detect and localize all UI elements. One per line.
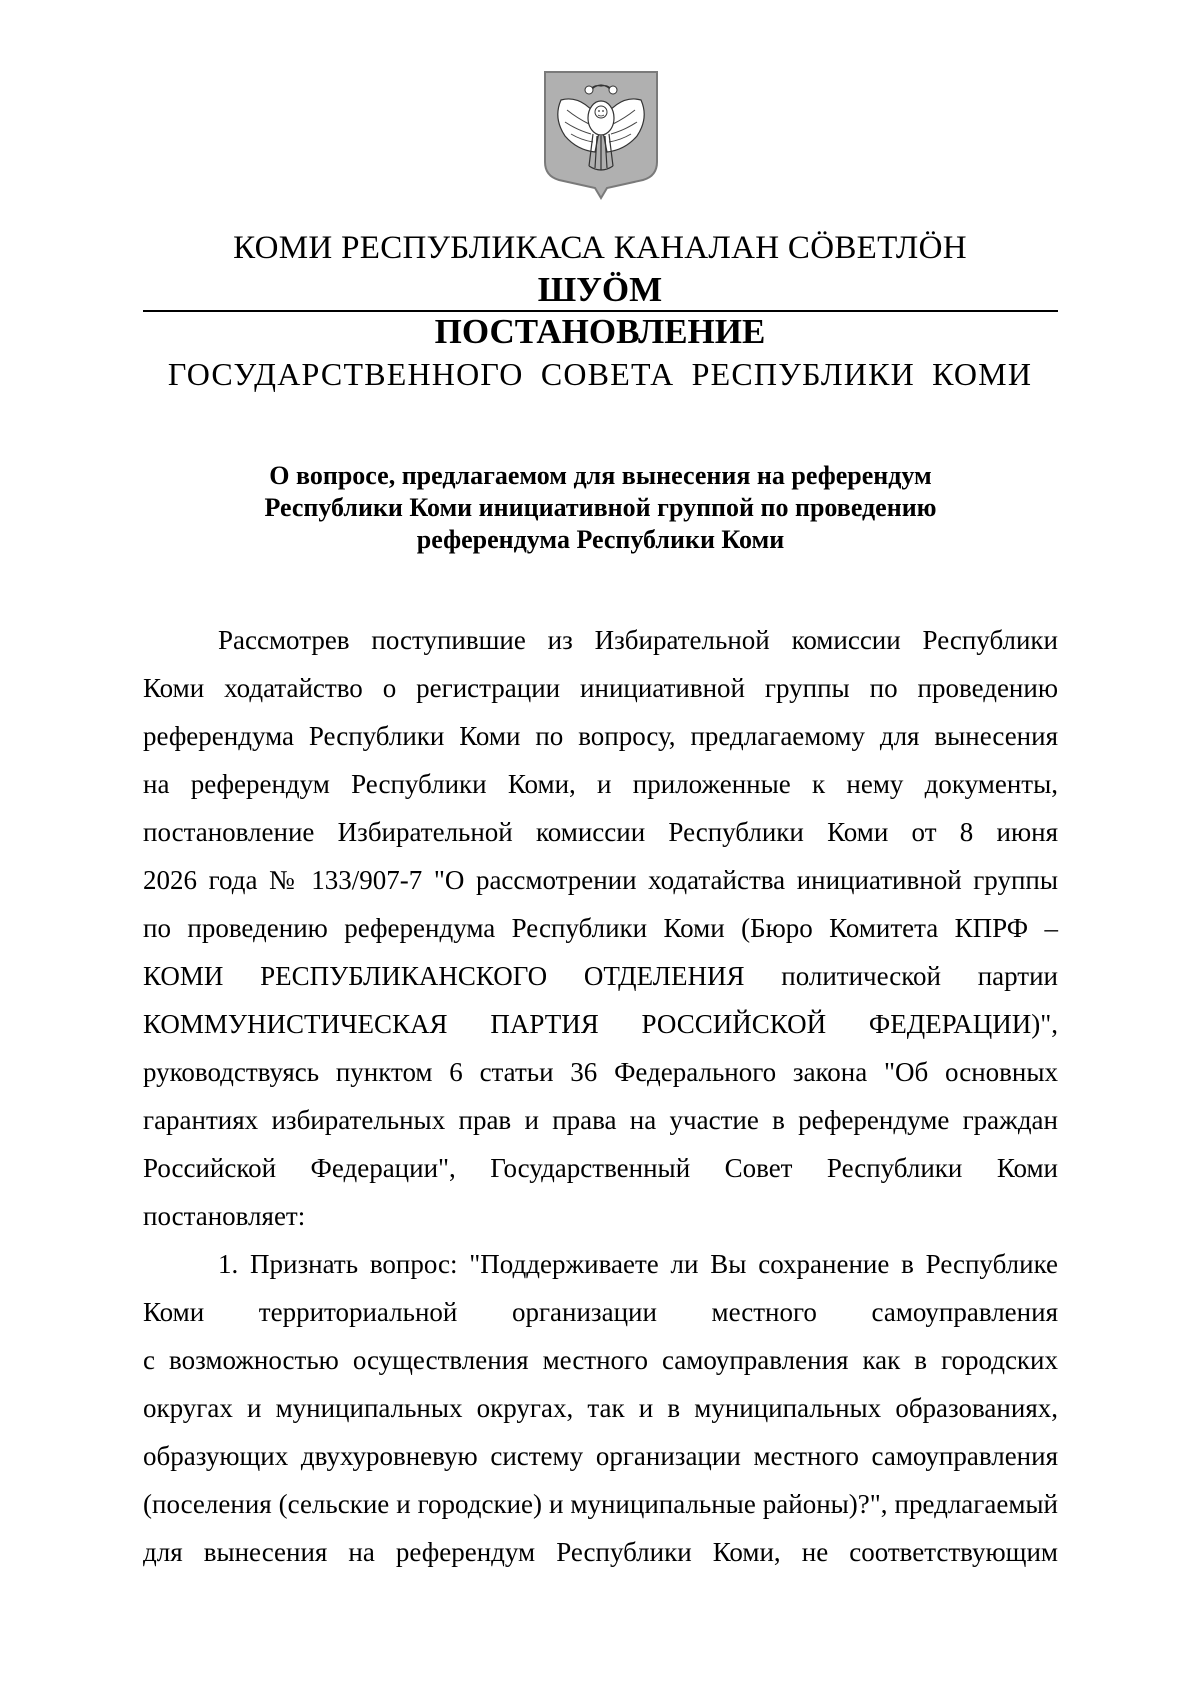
body-line: руководствуясь пунктом 6 статьи 36 Федерального закона "Об основных xyxy=(143,1057,1058,1087)
body-line: (поселения (сельские и городские) и муниципальные районы)?", предлагаемый xyxy=(143,1489,1058,1519)
body-line: с возможностью осуществления местного самоуправления как в городских xyxy=(143,1345,1058,1375)
body-line: Коми территориальной организации местного самоуправления xyxy=(143,1297,1058,1327)
document-body xyxy=(143,616,1058,1576)
body-line: округах и муниципальных округах, так и в муниципальных образованиях, xyxy=(143,1393,1058,1423)
komi-bird-coat-of-arms-icon xyxy=(543,70,659,200)
council-name: ГОСУДАРСТВЕННОГО СОВЕТА РЕСПУБЛИКИ КОМИ xyxy=(167,356,1033,392)
body-line: 2026 года № 133/907-7 "О рассмотрении ходатайства инициативной группы xyxy=(143,865,1058,895)
body-line: Коми ходатайство о регистрации инициативной группы по проведению xyxy=(143,673,1058,703)
postanovlenie-heading: ПОСТАНОВЛЕНИЕ xyxy=(434,312,766,351)
body-line: 1. Признать вопрос: "Поддерживаете ли Вы сохранение в Республике xyxy=(218,1249,1058,1279)
shuom-heading: ШУӦМ xyxy=(537,270,663,309)
body-line: образующих двухуровневую систему организации местного самоуправления xyxy=(143,1441,1058,1471)
komi-header-line: КОМИ РЕСПУБЛИКАСА КАНАЛАН СӦВЕТЛӦН xyxy=(233,230,967,266)
body-line: постановляет: xyxy=(143,1201,306,1231)
body-line: Российской Федерации", Государственный Совет Республики Коми xyxy=(143,1153,1058,1183)
body-line: Рассмотрев поступившие из Избирательной комиссии Республики xyxy=(218,625,1058,655)
title-line: О вопросе, предлагаемом для вынесения на референдум xyxy=(269,461,932,490)
body-line: референдума Республики Коми по вопросу, предлагаемому для вынесения xyxy=(143,721,1058,751)
document-title xyxy=(143,460,1058,556)
body-line: КОММУНИСТИЧЕСКАЯ ПАРТИЯ РОССИЙСКОЙ ФЕДЕРАЦИИ)", xyxy=(143,1009,1058,1039)
body-line: по проведению референдума Республики Коми (Бюро Комитета КПРФ – xyxy=(143,913,1058,943)
body-line: постановление Избирательной комиссии Республики Коми от 8 июня xyxy=(143,817,1058,847)
body-line: КОМИ РЕСПУБЛИКАНСКОГО ОТДЕЛЕНИЯ политической партии xyxy=(143,961,1058,991)
title-line: Республики Коми инициативной группой по проведению xyxy=(264,493,937,522)
title-line: референдума Республики Коми xyxy=(416,525,785,554)
body-line: для вынесения на референдум Республики Коми, не соответствующим xyxy=(143,1537,1058,1567)
body-line: на референдум Республики Коми, и приложенные к нему документы, xyxy=(143,769,1058,799)
body-line: гарантиях избирательных прав и права на участие в референдуме граждан xyxy=(143,1105,1058,1135)
